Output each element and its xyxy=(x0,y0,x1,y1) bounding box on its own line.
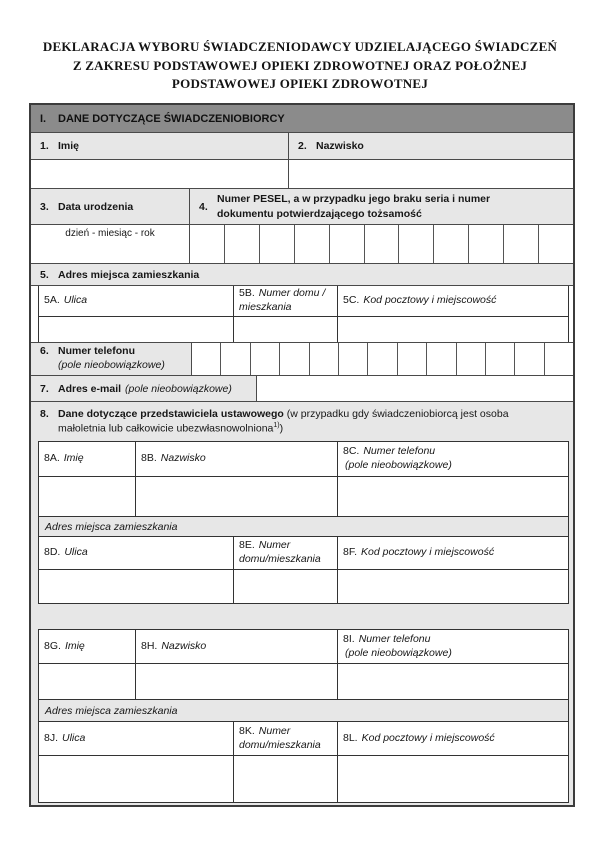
field-7-note: (pole nieobowiązkowe) xyxy=(125,382,232,395)
field-3-number: 3. xyxy=(40,200,49,213)
rep1-person-header xyxy=(39,442,568,477)
form-title-line: Z ZAKRESU PODSTAWOWEJ OPIEKI ZDROWOTNEJ ORAZ POŁOŻNEJ xyxy=(72,57,528,73)
rep2-imie-input[interactable] xyxy=(39,664,136,699)
field-7-text: Adres e-mail xyxy=(58,382,122,395)
rep1-kod-pocztowy-input[interactable] xyxy=(338,570,568,603)
field-5-text: Adres miejsca zamieszkania xyxy=(58,268,200,281)
rep2-kod-pocztowy-input[interactable] xyxy=(338,756,568,802)
rep2-numer-domu-input[interactable] xyxy=(234,756,338,802)
field-8i-label: 8I. Numer telefonu (pole nieobowiązkowe) xyxy=(343,633,452,659)
field-5c-code: 5C. xyxy=(343,294,360,307)
address-table xyxy=(38,286,569,342)
field-8d-label: 8D. Ulica xyxy=(39,537,234,569)
field-4-number: 4. xyxy=(199,200,208,213)
birth-pesel-input-row xyxy=(31,225,573,264)
field-8c-label: 8C. Numer telefonu (pole nieobowiązkowe) xyxy=(343,445,452,471)
digit-box[interactable] xyxy=(250,343,279,375)
field-8e-label: 8E. Numer domu/mieszkania xyxy=(234,537,338,569)
digit-box[interactable] xyxy=(544,343,573,375)
field-6-label xyxy=(31,343,192,375)
birth-date-hint: dzień - miesiąc - rok xyxy=(65,228,155,239)
digit-box[interactable] xyxy=(433,225,468,263)
address-input-row xyxy=(39,317,568,342)
field-8a-label: 8A. Imię xyxy=(39,442,136,476)
field-5c-text: Kod pocztowy i miejscowość xyxy=(363,294,497,307)
field-8g-label: 8G. Imię xyxy=(39,630,136,663)
digit-box[interactable] xyxy=(514,343,543,375)
digit-box[interactable] xyxy=(485,343,514,375)
rep1-address-header xyxy=(39,537,568,570)
form-title xyxy=(0,0,600,94)
field-5a-code: 5A. xyxy=(44,294,60,307)
rep2-person-header xyxy=(39,630,568,664)
email-row xyxy=(31,376,573,402)
field-8j-label: 8J. Ulica xyxy=(39,722,234,755)
section-8-gap xyxy=(38,604,569,629)
field-2-text: Nazwisko xyxy=(316,140,364,152)
rep1-address-title: Adres miejsca zamieszkania xyxy=(39,517,568,537)
section-1-title: DANE DOTYCZĄCE ŚWIADCZENIOBIORCY xyxy=(58,112,285,125)
field-1-text: Imię xyxy=(58,140,80,152)
rep2-address-header xyxy=(39,722,568,756)
phone-row xyxy=(31,343,573,376)
field-5c-label xyxy=(338,286,568,316)
digit-box[interactable] xyxy=(426,343,455,375)
field-3-label xyxy=(31,189,190,224)
field-7-label xyxy=(31,376,257,401)
digit-box[interactable] xyxy=(367,343,396,375)
birth-date-input[interactable] xyxy=(31,225,190,263)
digit-box[interactable] xyxy=(294,225,329,263)
representative-table-2 xyxy=(38,629,569,803)
field-5a-text: Ulica xyxy=(63,294,88,307)
digit-box[interactable] xyxy=(309,343,338,375)
rep2-address-title: Adres miejsca zamieszkania xyxy=(39,700,568,722)
form-title-line: PODSTAWOWEJ OPIEKI ZDROWOTNEJ xyxy=(171,76,429,91)
field-4-text: Numer PESEL, a w przypadku jego braku seria i numer dokumentu potwierdzającego tożsamość xyxy=(217,193,491,220)
section-1-header xyxy=(31,105,573,133)
name-input-row xyxy=(31,160,573,189)
field-7-number: 7. xyxy=(40,382,49,395)
field-8k-label: 8K. Numer domu/mieszkania xyxy=(234,722,338,755)
field-5-number: 5. xyxy=(40,268,49,281)
field-5b-text: Numer domu / mieszkania xyxy=(239,287,326,313)
email-input[interactable] xyxy=(257,376,573,401)
field-8b-label: 8B. Nazwisko xyxy=(136,442,338,476)
digit-box[interactable] xyxy=(538,225,573,263)
numer-domu-input[interactable] xyxy=(234,317,338,342)
digit-box[interactable] xyxy=(259,225,294,263)
field-6-note: (pole nieobowiązkowe) xyxy=(58,358,165,371)
digit-box[interactable] xyxy=(329,225,364,263)
rep2-person-inputs xyxy=(39,664,568,700)
footnote-ref: 1) xyxy=(273,422,280,430)
field-8f-label: 8F. Kod pocztowy i miejscowość xyxy=(343,546,495,559)
field-8-header xyxy=(38,405,569,439)
declaration-form xyxy=(29,103,575,807)
representative-table-1 xyxy=(38,441,569,604)
rep1-numer-domu-input[interactable] xyxy=(234,570,338,603)
name-header-row xyxy=(31,133,573,160)
field-8-number: 8. xyxy=(40,408,49,420)
address-header-row xyxy=(39,286,568,317)
field-6-text: Numer telefonu xyxy=(58,345,136,357)
rep2-address-inputs xyxy=(39,756,568,802)
ulica-input[interactable] xyxy=(39,317,234,342)
field-3-text: Data urodzenia xyxy=(58,200,134,213)
field-2-number: 2. xyxy=(298,140,307,152)
field-1-number: 1. xyxy=(40,140,49,152)
digit-box[interactable] xyxy=(397,343,426,375)
field-8-text: Dane dotyczące przedstawiciela ustawowego (w przypadku gdy świadczeniobiorcą jest osoba małoletnia lub całkowicie ubezwłasnowolniona$^{1)}$) xyxy=(58,408,509,435)
rep1-ulica-input[interactable] xyxy=(39,570,234,603)
phone-boxes xyxy=(192,343,573,375)
rep1-imie-input[interactable] xyxy=(39,477,136,516)
digit-box[interactable] xyxy=(468,225,503,263)
section-8 xyxy=(31,402,573,805)
digit-box[interactable] xyxy=(279,343,308,375)
rep1-person-inputs xyxy=(39,477,568,517)
field-5b-label xyxy=(234,286,338,316)
digit-box[interactable] xyxy=(503,225,538,263)
field-2-label xyxy=(289,133,573,159)
kod-pocztowy-input[interactable] xyxy=(338,317,568,342)
rep1-telefon-input[interactable] xyxy=(338,477,568,516)
field-8h-label: 8H. Nazwisko xyxy=(136,630,338,663)
rep2-telefon-input[interactable] xyxy=(338,664,568,699)
rep2-nazwisko-input[interactable] xyxy=(136,664,338,699)
field-4-label xyxy=(190,189,573,224)
nazwisko-input[interactable] xyxy=(289,160,573,188)
digit-box[interactable] xyxy=(364,225,399,263)
digit-box[interactable] xyxy=(224,225,259,263)
digit-box[interactable] xyxy=(456,343,485,375)
digit-box[interactable] xyxy=(338,343,367,375)
imie-input[interactable] xyxy=(31,160,289,188)
field-5b-code: 5B. xyxy=(239,287,255,300)
field-1-label xyxy=(31,133,289,159)
digit-box[interactable] xyxy=(398,225,433,263)
section-1-number: I. xyxy=(40,112,47,125)
field-6-number: 6. xyxy=(40,345,49,357)
digit-box[interactable] xyxy=(190,225,224,263)
pesel-boxes xyxy=(190,225,573,263)
rep1-address-inputs xyxy=(39,570,568,603)
field-5a-label xyxy=(39,286,234,316)
rep2-ulica-input[interactable] xyxy=(39,756,234,802)
rep1-nazwisko-input[interactable] xyxy=(136,477,338,516)
field-5-header xyxy=(31,264,573,286)
form-title-line: DEKLARACJA WYBORU ŚWIADCZENIODAWCY UDZIELAJĄCEGO ŚWIADCZEŃ xyxy=(42,39,558,54)
birth-pesel-header-row xyxy=(31,189,573,225)
address-table-wrap xyxy=(31,286,573,343)
digit-box[interactable] xyxy=(220,343,249,375)
field-8l-label: 8L. Kod pocztowy i miejscowość xyxy=(343,731,495,744)
digit-box[interactable] xyxy=(192,343,220,375)
